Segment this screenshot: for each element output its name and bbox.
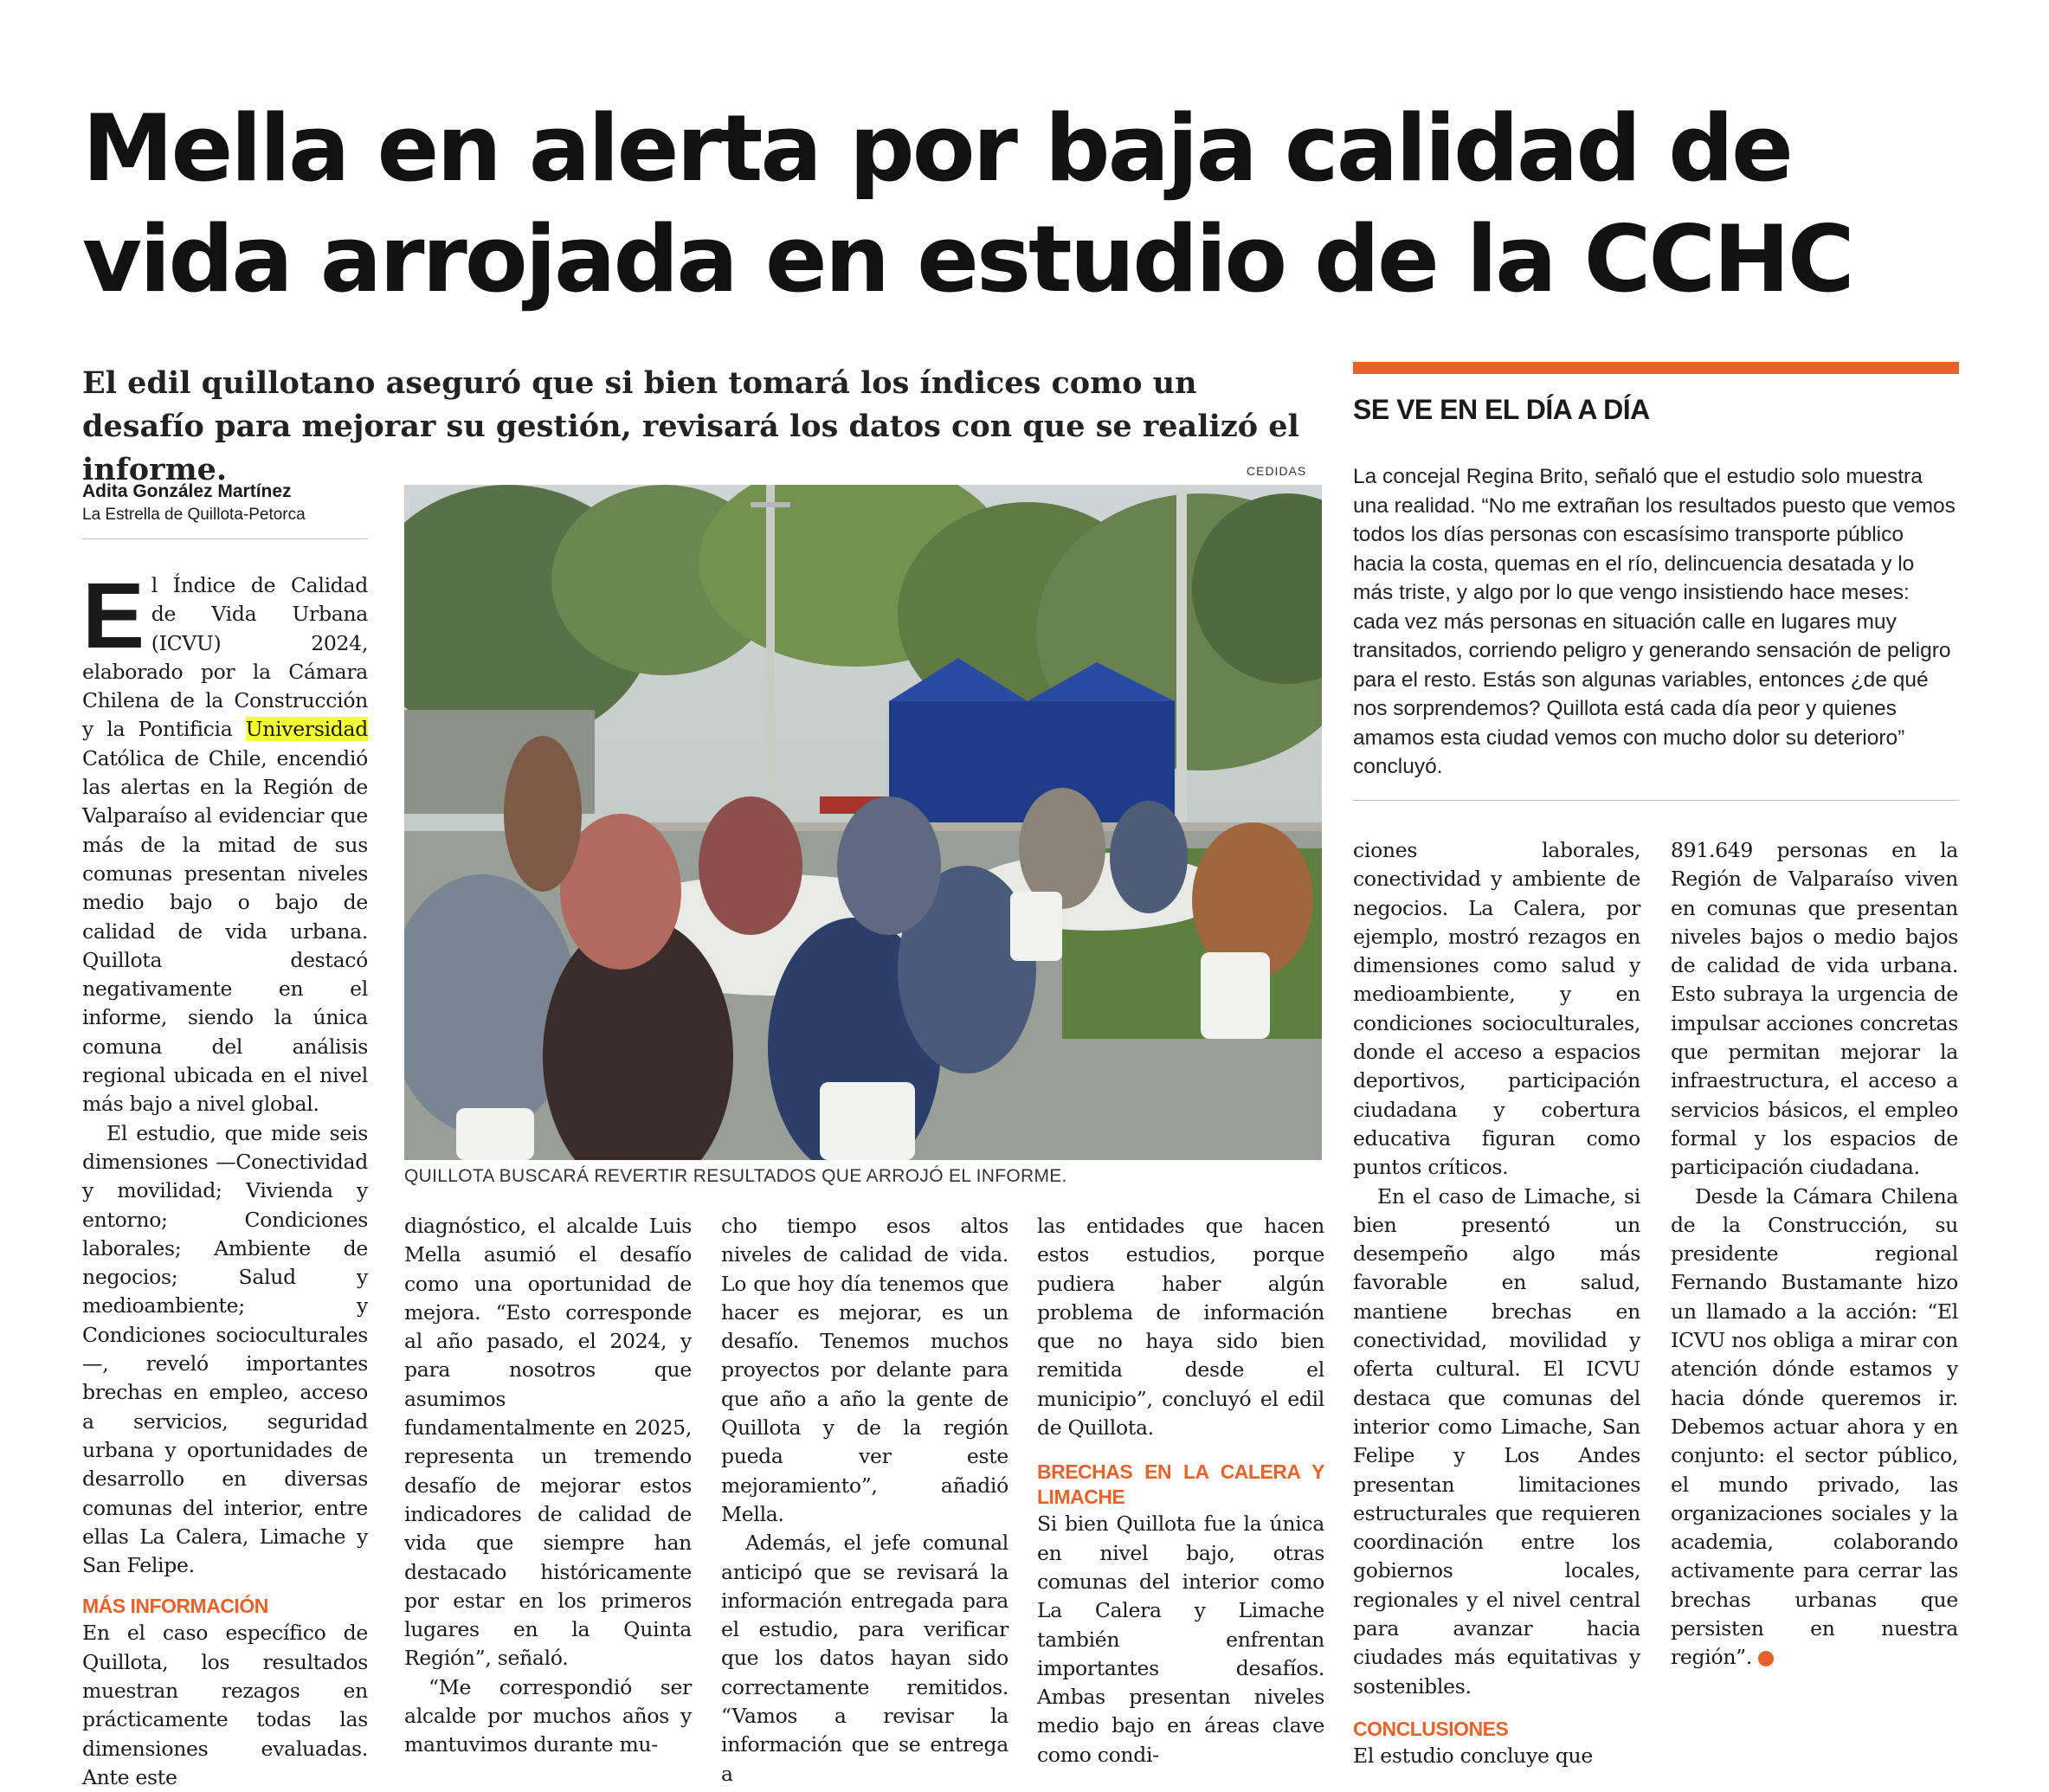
section-heading: BRECHAS EN LA CALERA Y LIMACHE [1037, 1460, 1324, 1509]
article-paragraph: Si bien Quillota fue la única en nivel bajo, otras comunas del interior como La Calera y Limache también enfrentan importantes desafíos. Ambas presentan niveles medio bajo en áreas clave como condi- [1037, 1512, 1324, 1767]
article-column-6 [1671, 836, 1958, 1673]
article-paragraph: l Índice de Calidad de Vida Urbana (ICVU) 2024, elaborado por la Cámara Chilena de la Construcción y la Pontificia Universidad Católica de Chile, encendió las alertas en la Región de Valparaíso al evidenciar que más de la mitad de sus comunas presentan niveles medio bajo o bajo de calidad de vida urbana. Quillota destacó negativamente en el informe, siendo la única comuna del análisis regional ubicada en el nivel más bajo a nivel global. [82, 573, 368, 1117]
sidebar-title: SE VE EN EL DÍA A DÍA [1353, 394, 1650, 425]
article-paragraph: diagnóstico, el alcalde Luis Mella asumió el desafío como una oportunidad de mejora. “Esto corresponde al año pasado, el 2024, y para nosotros que asumimos fundamentalmente en 2025, representa un tremendo desafío de mejorar estos indicadores de calidad de vida que siempre han destacado históricamente por estar en los primeros lugares en la Quinta Región”, señaló. [404, 1214, 692, 1671]
article-column-3 [721, 1212, 1008, 1789]
section-heading: MÁS INFORMACIÓN [82, 1595, 268, 1618]
subheadline: El edil quillotano aseguró que si bien tomará los índices como un desafío para mejorar su gestión, revisará los datos con que se realizó el informe. [82, 365, 1299, 487]
article-paragraph: cho tiempo esos altos niveles de calidad de vida. Lo que hoy día tenemos que hacer es mejorar, es un desafío. Tenemos muchos proyectos por delante para que año a año la gente de Quillota y de la región pueda ver este mejoramiento”, añadió Mella. [721, 1214, 1008, 1526]
article-paragraph: En el caso de Limache, si bien presentó un desempeño algo más favorable en salud, mantiene brechas en conectividad, movilidad y oferta cultural. El ICVU destaca que comunas del interior como Limache, San Felipe y Los Andes presentan limitaciones estructurales que requieren coordinación entre los gobiernos locales, regionales y el nivel central para avanzar hacia ciudades más equitativas y sostenibles. [1353, 1183, 1640, 1699]
article-paragraph: 891.649 personas en la Región de Valparaíso viven en comunas que presentan niveles bajos o medio bajos de calidad de vida urbana. Esto subraya la urgencia de impulsar acciones concretas que permitan mejorar la infraestructura, el acceso a servicios básicos, el empleo formal y los espacios de participación ciudadana. [1671, 838, 1958, 1180]
sidebar-divider [1353, 800, 1959, 801]
article-paragraph: Además, el jefe comunal anticipó que se revisará la información entregada para el estudio, para verificar que los datos hayan sido correctamente remitidos. “Vamos a revisar la información que se entrega a [721, 1531, 1008, 1786]
sidebar-accent-bar [1353, 362, 1959, 374]
article-column-4 [1037, 1212, 1324, 1769]
article-paragraph: El estudio concluye que [1353, 1743, 1593, 1768]
article-column-1 [82, 563, 368, 1792]
byline-author: Adita González Martínez [82, 481, 292, 501]
headline: Mella en alerta por baja calidad de vida arrojada en estudio de la CCHC [82, 95, 1852, 313]
article-column-5 [1353, 836, 1640, 1770]
article-paragraph: las entidades que hacen estos estudios, porque pudiera haber algún problema de información que no haya sido bien remitida desde el municipio”, concluyó el edil de Quillota. [1037, 1214, 1324, 1441]
photo-caption: QUILLOTA BUSCARÁ REVERTIR RESULTADOS QUE ARROJÓ EL INFORME. [404, 1166, 1067, 1186]
article-photo [404, 485, 1322, 1160]
end-of-article-icon [1758, 1651, 1774, 1666]
highlighted-text: Universidad [245, 717, 368, 742]
article-column-2 [404, 1212, 692, 1760]
article-paragraph: ciones laborales, conectividad y ambiente de negocios. La Calera, por ejemplo, mostró rezagos en dimensiones como salud y medioambiente, y en condiciones socioculturales, donde el acceso a espacios deportivos, participación ciudadana y cobertura educativa figuran como puntos críticos. [1353, 838, 1640, 1180]
byline-publication: La Estrella de Quillota-Petorca [82, 506, 306, 524]
photo-credit: CEDIDAS [1247, 464, 1307, 478]
article-paragraph: En el caso específico de Quillota, los resultados muestran rezagos en prácticamente todas las dimensiones evaluadas. Ante este [82, 1621, 368, 1789]
section-heading: CONCLUSIONES [1353, 1717, 1509, 1740]
sidebar-body: La concejal Regina Brito, señaló que el estudio solo muestra una realidad. “No me extrañan los resultados puesto que vemos todos los días personas con escasísimo transporte público hacia la costa, quemas en el río, delincuencia desatada y lo más triste, y algo por lo que vengo insistiendo hace meses: cada vez más personas en situación calle en lugares muy transitados, corriendo peligro y generando sensación de peligro para el resto. Estás son algunas variables, entonces ¿de qué nos sorprendemos? Quillota está cada día peor y quienes amamos esta ciudad vemos con mucho dolor su deterioro” concluyó. [1353, 465, 1956, 778]
drop-cap: E [82, 563, 145, 667]
article-paragraph: El estudio, que mide seis dimensiones —Conectividad y movilidad; Vivienda y entorno; Condiciones laborales; Ambiente de negocios; Salud y medioambiente; y Condiciones socioculturales—, reveló importantes brechas en empleo, acceso a servicios, seguridad urbana y oportunidades de desarrollo en diversas comunas del interior, entre ellas La Calera, Limache y San Felipe. [82, 1120, 368, 1578]
article-paragraph: “Me correspondió ser alcalde por muchos años y mantuvimos durante mu- [404, 1674, 692, 1757]
byline-divider [82, 538, 368, 539]
article-paragraph: Desde la Cámara Chilena de la Construcción, su presidente regional Fernando Bustamante hizo un llamado a la acción: “El ICVU nos obliga a mirar con atención dónde estamos y hacia dónde queremos ir. Debemos actuar ahora y en conjunto: el sector público, el mundo privado, las organizaciones sociales y la academia, colaborando activamente para cerrar las brechas urbanas que persisten en nuestra región”. [1671, 1183, 1958, 1670]
